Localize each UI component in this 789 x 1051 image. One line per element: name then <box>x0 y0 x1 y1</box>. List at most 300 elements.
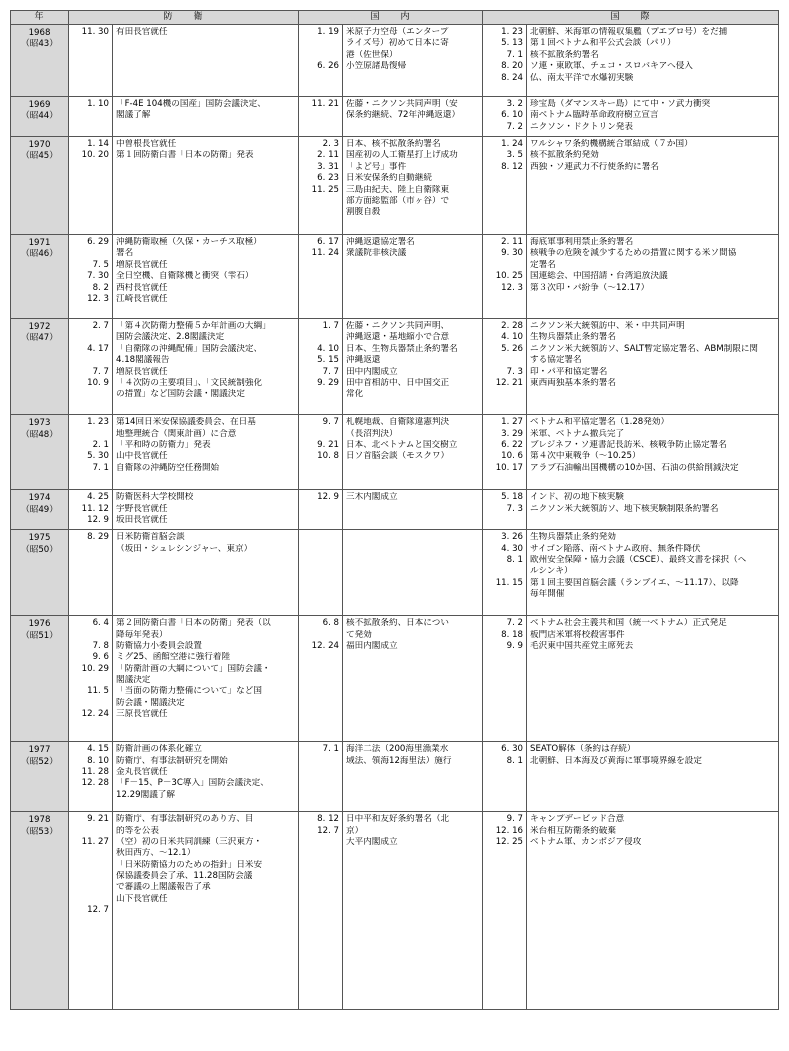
defense-date: 2. 1 <box>92 439 109 450</box>
domestic-event-text: 沖縄返還 <box>346 355 381 366</box>
defense-date <box>70 389 109 400</box>
international-event-cell <box>527 97 779 137</box>
domestic-event-text: 日本、北ベトナムと国交樹立 <box>346 439 458 450</box>
domestic-date: 9. 7 <box>322 417 340 428</box>
domestic-date: 11. 24 <box>311 248 340 259</box>
table-row <box>11 415 779 490</box>
defense-event-cell <box>113 742 299 812</box>
domestic-date: 6. 26 <box>317 61 340 72</box>
defense-date: 11. 28 <box>81 766 109 777</box>
domestic-date: 12. 24 <box>311 640 340 651</box>
defense-date: 11. 12 <box>81 503 109 514</box>
era-label: （昭52） <box>21 756 58 767</box>
domestic-event-text: 田中内閣成立 <box>346 366 398 377</box>
table-row <box>11 137 779 235</box>
defense-date <box>70 848 109 859</box>
defense-event-text: 山中長官就任 <box>116 451 168 462</box>
year-cell <box>11 137 69 235</box>
defense-event-text: 12.29閣議了解 <box>116 789 175 800</box>
international-date-cell <box>483 530 527 616</box>
domestic-date-cell <box>299 137 343 235</box>
defense-event-text: 「自衛隊の沖縄配備」国防会議決定、 <box>116 343 263 354</box>
international-date: 12. 3 <box>501 282 524 293</box>
defense-date <box>70 248 109 259</box>
defense-date: 8. 2 <box>92 282 109 293</box>
defense-event-text: 秋田西方、～12.1） <box>116 848 196 859</box>
international-event-cell <box>527 25 779 97</box>
domestic-event-text: 域法、領海12海里法）施行 <box>346 755 452 766</box>
international-event-text: 米軍、ベトナム撤兵完了 <box>530 428 625 439</box>
defense-date: 11. 27 <box>81 836 109 847</box>
international-event-text: 第４次中東戦争（～10.25） <box>530 451 641 462</box>
international-date: 4. 10 <box>501 332 524 343</box>
defense-event-text: 「４次防の主要項目」、「文民統制強化 <box>116 377 263 388</box>
domestic-event-text: 日本、核不拡散条約署名 <box>346 139 441 149</box>
table-row <box>11 742 779 812</box>
international-date: 7. 3 <box>506 503 524 514</box>
domestic-date: 11. 21 <box>311 99 340 109</box>
international-event-text: 南ベトナム臨時革命政府樹立宣言 <box>530 110 659 121</box>
year-cell <box>11 812 69 1010</box>
defense-date <box>70 332 109 343</box>
international-date: 10. 6 <box>501 451 524 462</box>
international-date: 7. 1 <box>506 49 524 60</box>
international-event-text: 毎年開催 <box>530 589 565 600</box>
defense-date <box>70 675 109 686</box>
defense-event-text: で審議の上閣議報告了承 <box>116 882 211 893</box>
era-label: （昭51） <box>21 630 58 641</box>
defense-date <box>70 860 109 871</box>
international-date: 1. 27 <box>501 417 524 428</box>
defense-date-cell <box>69 319 113 415</box>
year-label: 1971 <box>28 238 51 248</box>
international-date <box>484 260 523 271</box>
defense-event-text: 第１回防衛白書「日本の防衛」発表 <box>116 150 254 161</box>
defense-date: 1. 14 <box>87 139 109 149</box>
domestic-date: 6. 17 <box>317 237 340 247</box>
international-event-text: インド、初の地下核実験 <box>530 492 624 503</box>
international-event-text: 仏、南太平洋で水爆初実験 <box>530 72 634 83</box>
defense-date: 12. 28 <box>81 778 109 789</box>
international-date: 12. 21 <box>495 377 524 388</box>
defense-date: 10. 9 <box>87 377 109 388</box>
defense-date: 6. 4 <box>92 618 109 629</box>
international-date: 10. 25 <box>495 271 524 282</box>
defense-date-cell <box>69 530 113 616</box>
defense-date <box>70 401 109 412</box>
international-date: 9. 9 <box>506 640 524 651</box>
international-event-text: ニクソン米大統領訪ソ、SALT暫定協定署名、ABM制限に関 <box>530 343 759 354</box>
domestic-event-cell <box>343 616 483 742</box>
defense-event-text: 閣議決定 <box>116 675 151 686</box>
defense-date: 7. 7 <box>92 366 109 377</box>
domestic-event-text: ライズ号）初めて日本に寄 <box>346 38 449 49</box>
domestic-event-cell <box>343 137 483 235</box>
international-date: 6. 22 <box>501 439 524 450</box>
international-date: 12. 16 <box>495 825 524 836</box>
international-date: 1. 23 <box>501 27 524 37</box>
header-international: 国 際 <box>483 11 779 25</box>
year-label: 1977 <box>28 745 51 756</box>
defense-date <box>70 698 109 709</box>
domestic-date: 12. 9 <box>317 492 340 503</box>
domestic-date <box>300 332 339 343</box>
year-cell <box>11 616 69 742</box>
defense-event-cell <box>113 530 299 616</box>
defense-date: 12. 24 <box>81 709 109 720</box>
defense-event-text: 金丸長官就任 <box>116 766 168 777</box>
defense-date: 6. 29 <box>87 237 109 247</box>
domestic-event-cell <box>343 97 483 137</box>
domestic-event-text: 沖縄返還協定署名 <box>346 237 415 247</box>
year-label: 1968 <box>28 28 51 38</box>
era-label: （昭53） <box>21 826 58 837</box>
defense-date-cell <box>69 616 113 742</box>
domestic-event-text: 京） <box>346 825 364 836</box>
international-date-cell <box>483 137 527 235</box>
defense-event-cell <box>113 25 299 97</box>
international-event-text: 東西両独基本条約署名 <box>530 377 616 388</box>
table-row <box>11 616 779 742</box>
international-date: 8. 12 <box>501 161 524 172</box>
domestic-event-text: 田中首相訪中、日中国交正 <box>346 377 450 388</box>
era-label: （昭47） <box>21 333 58 344</box>
domestic-date: 12. 7 <box>317 825 340 836</box>
international-event-text: 定署名 <box>530 259 556 270</box>
year-cell <box>11 530 69 616</box>
domestic-date: 6. 23 <box>317 173 340 184</box>
defense-event-text: 沖縄防衛取極（久保・カーチス取極） <box>116 237 262 247</box>
international-date: 2. 28 <box>501 321 524 331</box>
domestic-date: 6. 8 <box>322 618 340 629</box>
defense-date-cell <box>69 812 113 1010</box>
domestic-date: 10. 8 <box>317 451 340 462</box>
international-event-text: ニクソン米大統領訪中、米・中共同声明 <box>530 321 685 331</box>
international-date: 8. 1 <box>506 554 524 565</box>
header-defense: 防 衛 <box>69 11 299 25</box>
international-date: 3. 2 <box>506 99 524 109</box>
domestic-date <box>300 50 339 61</box>
international-event-cell <box>527 616 779 742</box>
year-cell <box>11 742 69 812</box>
year-cell <box>11 415 69 490</box>
international-date <box>484 589 523 600</box>
era-label: （昭45） <box>21 151 58 162</box>
defense-event-text: 「平和時の防衛力」発表 <box>116 439 211 450</box>
international-event-text: 北朝鮮、米海軍の情報収集艦（プエブロ号）をだ捕 <box>530 27 728 37</box>
international-date-cell <box>483 25 527 97</box>
chronology-table <box>10 10 779 1010</box>
era-label: （昭43） <box>21 39 58 50</box>
defense-event-text: 日米防衛首脳会談 <box>116 532 185 543</box>
domestic-event-text: 大平内閣成立 <box>346 836 398 847</box>
international-date <box>484 566 523 577</box>
domestic-event-text: 三島由紀夫、陸上自衛隊東 <box>346 184 450 195</box>
defense-event-cell <box>113 616 299 742</box>
defense-event-text: 閣議了解 <box>116 110 151 121</box>
domestic-event-cell <box>343 742 483 812</box>
international-date: 6. 30 <box>501 744 524 755</box>
international-event-text: 印・パ平和協定署名 <box>530 366 608 377</box>
domestic-event-text: 佐藤・ニクソン共同声明（安 <box>346 99 458 109</box>
year-cell <box>11 319 69 415</box>
defense-event-text: 「防衛計画の大綱について」国防会議・ <box>116 663 271 674</box>
defense-date-cell <box>69 490 113 530</box>
defense-event-text: 防衛医科大学校開校 <box>116 492 194 503</box>
defense-date-cell <box>69 137 113 235</box>
domestic-event-text: 衆議院非核決議 <box>346 248 407 259</box>
defense-date-cell <box>69 235 113 319</box>
year-label: 1976 <box>28 619 51 630</box>
defense-event-text: 増原長官就任 <box>116 259 168 270</box>
defense-date: 5. 30 <box>87 451 109 462</box>
international-event-text: ワルシャワ条約機構統合軍結成（７か国） <box>530 139 693 149</box>
domestic-date: 1. 19 <box>317 27 340 37</box>
international-date: 1. 24 <box>501 139 524 149</box>
international-event-cell <box>527 137 779 235</box>
domestic-event-text: 常化 <box>346 389 364 400</box>
international-event-text: ベトナム和平協定署名（1.28発効） <box>530 417 670 428</box>
domestic-date <box>300 429 339 440</box>
domestic-event-cell <box>343 490 483 530</box>
defense-event-cell <box>113 490 299 530</box>
defense-event-text: 降毎年発表） <box>116 629 168 640</box>
defense-date: 10. 20 <box>81 150 109 161</box>
year-cell <box>11 235 69 319</box>
domestic-date: 7. 1 <box>322 744 340 755</box>
international-event-text: SEATO解体（条約は存続） <box>530 744 636 755</box>
domestic-date-cell <box>299 415 343 490</box>
domestic-event-cell <box>343 25 483 97</box>
defense-event-text: 「F－15、P－3C導入」国防会議決定、 <box>116 778 269 789</box>
defense-event-text: 増原長官就任 <box>116 366 168 377</box>
international-date: 5. 13 <box>501 38 524 49</box>
international-event-text: ソ連・東欧軍、チェコ・スロバキアへ侵入 <box>530 61 693 72</box>
domestic-date: 1. 7 <box>322 321 340 331</box>
international-date: 7. 2 <box>506 618 524 629</box>
defense-event-text: 「F-4E 104機の国産」国防会議決定、 <box>116 99 266 109</box>
international-event-cell <box>527 530 779 616</box>
international-date: 3. 26 <box>501 532 524 543</box>
international-event-text: 生物兵器禁止条約発効 <box>530 532 616 543</box>
domestic-event-cell <box>343 415 483 490</box>
domestic-event-cell <box>343 530 483 616</box>
international-date: 5. 18 <box>501 492 524 503</box>
international-event-text: する協定署名 <box>530 355 582 366</box>
domestic-event-text: 三木内閣成立 <box>346 492 398 503</box>
defense-event-text: （空）初の日米共同訓練（三沢東方・ <box>116 836 263 847</box>
defense-event-text: 宇野長官就任 <box>116 503 168 514</box>
defense-event-text: ミグ25、函館空港に強行着陸 <box>116 652 231 663</box>
international-date: 8. 20 <box>501 61 524 72</box>
domestic-event-text: 保条約継続、72年沖縄返還） <box>346 110 461 121</box>
domestic-date: 9. 21 <box>317 439 340 450</box>
defense-event-text: 保協議委員会了承、11.28国防会議 <box>116 871 253 882</box>
defense-event-cell <box>113 235 299 319</box>
international-date-cell <box>483 415 527 490</box>
domestic-event-text: 国産初の人工衛星打上げ成功 <box>346 150 458 161</box>
international-event-text: 欧州安全保障・協力会議（CSCE）、最終文書を採択（ヘ <box>530 554 747 565</box>
defense-event-text <box>116 401 297 412</box>
defense-date: 9. 21 <box>87 814 109 825</box>
international-date: 8. 24 <box>501 72 524 83</box>
international-event-text: ベトナム軍、カンボジア侵攻 <box>530 836 642 847</box>
international-date: 2. 11 <box>501 237 524 247</box>
defense-event-text: 「当面の防衛力整備について」など国 <box>116 686 262 697</box>
international-event-text: 核戦争の危険を減少するための措置に関する米ソ間協 <box>530 248 737 259</box>
international-event-text: 第１回ベトナム和平公式会談（パリ） <box>530 38 676 49</box>
domestic-date: 8. 12 <box>317 814 340 825</box>
international-event-text: ルシンキ） <box>530 566 573 577</box>
international-event-text: 核不拡散条約署名 <box>530 49 599 60</box>
defense-event-text: 地整理統合（関東計画）に合意 <box>116 428 237 439</box>
domestic-event-text: 米原子力空母（エンタープ <box>346 27 449 37</box>
defense-event-text: 江崎長官就任 <box>116 293 168 304</box>
defense-event-text: 国防会議決定、2.8閣議決定 <box>116 332 225 343</box>
international-date: 7. 3 <box>506 366 524 377</box>
international-event-cell <box>527 742 779 812</box>
international-event-text: 国連総会、中国招請・台湾追放決議 <box>530 271 668 282</box>
domestic-date-cell <box>299 97 343 137</box>
defense-event-text: 署名 <box>116 248 134 259</box>
international-event-text: 板門店米軍将校殺害事件 <box>530 629 625 640</box>
defense-date: 9. 6 <box>92 652 109 663</box>
international-date: 3. 29 <box>501 428 524 439</box>
defense-date: 12. 7 <box>87 905 109 916</box>
defense-event-cell <box>113 97 299 137</box>
defense-event-text: 防会議・閣議決定 <box>116 697 185 708</box>
era-label: （昭49） <box>21 504 58 515</box>
table-row <box>11 319 779 415</box>
domestic-date: 5. 15 <box>317 355 340 366</box>
domestic-date-cell <box>299 235 343 319</box>
year-label: 1973 <box>28 418 51 429</box>
header-row <box>11 11 779 25</box>
domestic-event-text: て発効 <box>346 629 372 640</box>
year-cell <box>11 490 69 530</box>
defense-event-cell <box>113 812 299 1010</box>
domestic-date <box>300 630 339 641</box>
defense-date-cell <box>69 415 113 490</box>
defense-date: 1. 23 <box>87 417 109 428</box>
domestic-date: 9. 29 <box>317 377 340 388</box>
table-body <box>11 25 779 1010</box>
international-event-cell <box>527 490 779 530</box>
era-label: （昭44） <box>21 111 58 122</box>
domestic-event-text: 割腹自殺 <box>346 207 381 218</box>
international-event-text: 北朝鮮、日本海及び黄海に軍事境界線を設定 <box>530 755 702 766</box>
domestic-event-text: 核不拡散条約、日本につい <box>346 618 449 629</box>
defense-event-text <box>116 905 297 916</box>
domestic-date: 2. 3 <box>322 139 340 149</box>
international-date: 9. 7 <box>506 814 524 825</box>
defense-date <box>70 826 109 837</box>
defense-event-text: 防衛庁、有事法制研究を開始 <box>116 755 228 766</box>
international-event-text: ブレジネフ・ソ連書記長訪米、核戦争防止協定署名 <box>530 439 727 450</box>
defense-date: 4. 15 <box>87 744 109 755</box>
defense-event-cell <box>113 415 299 490</box>
defense-event-cell <box>113 319 299 415</box>
defense-date <box>70 871 109 882</box>
header-year: 年 <box>11 11 69 25</box>
defense-date: 7. 8 <box>92 640 109 651</box>
domestic-date: 2. 11 <box>317 150 340 161</box>
international-date: 5. 26 <box>501 343 524 354</box>
international-event-text: 米台相互防衛条約破棄 <box>530 825 616 836</box>
international-date: 10. 17 <box>495 462 524 473</box>
era-label: （昭50） <box>21 544 58 555</box>
table-row <box>11 25 779 97</box>
domestic-date: 3. 31 <box>317 161 340 172</box>
defense-event-text: 防衛協力小委員会設置 <box>116 640 202 651</box>
defense-event-text: の措置」など国防会議・閣議決定 <box>116 389 245 400</box>
defense-date: 11. 30 <box>81 27 109 37</box>
international-date-cell <box>483 490 527 530</box>
international-date-cell <box>483 97 527 137</box>
era-label: （昭46） <box>21 249 58 260</box>
defense-event-text: 第14回日米安保協議委員会、在日基 <box>116 417 256 428</box>
international-date: 9. 30 <box>501 248 524 259</box>
international-date: 12. 25 <box>495 836 524 847</box>
year-cell <box>11 97 69 137</box>
table-row <box>11 490 779 530</box>
defense-date: 8. 10 <box>87 755 109 766</box>
year-label: 1972 <box>28 322 51 332</box>
defense-event-text: 的等を公表 <box>116 825 159 836</box>
domestic-date: 11. 25 <box>311 184 340 195</box>
international-event-text: 核不拡散条約発効 <box>530 150 599 161</box>
defense-event-text: 「第４次防衛力整備５か年計画の大綱」 <box>116 321 271 331</box>
international-event-cell <box>527 415 779 490</box>
defense-date-cell <box>69 25 113 97</box>
domestic-date <box>300 196 339 207</box>
defense-event-text: 防衛計画の体系化確立 <box>116 744 202 755</box>
domestic-event-text: 「よど号」事件 <box>346 161 407 172</box>
domestic-date-cell <box>299 490 343 530</box>
domestic-event-text: 小笠原諸島復帰 <box>346 61 407 72</box>
header-domestic: 国 内 <box>299 11 483 25</box>
international-date: 8. 18 <box>501 629 524 640</box>
international-event-text: ベトナム社会主義共和国（統一ベトナム）正式発足 <box>530 618 727 629</box>
international-event-text: 海底軍事利用禁止条約署名 <box>530 237 634 247</box>
domestic-event-text: 佐藤・ニクソン共同声明、 <box>346 321 450 331</box>
defense-date: 7. 1 <box>92 462 109 473</box>
year-cell <box>11 25 69 97</box>
domestic-date: 4. 10 <box>317 343 340 354</box>
domestic-event-text: 日ソ首脳会談（モスクワ） <box>346 451 450 462</box>
defense-event-text: 「日米防衛協力のための指針」日米安 <box>116 859 263 870</box>
international-date-cell <box>483 742 527 812</box>
international-event-text: アラブ石油輸出国機構の10か国、石油の供給削減決定 <box>530 462 739 473</box>
domestic-date-cell <box>299 742 343 812</box>
table-row <box>11 812 779 1010</box>
year-label: 1969 <box>28 100 51 110</box>
defense-date <box>70 882 109 893</box>
domestic-event-cell <box>343 812 483 1010</box>
international-event-text: 毛沢東中国共産党主席死去 <box>530 640 634 651</box>
international-event-text: 第３次印・パ紛争（～12.17） <box>530 282 650 293</box>
defense-date: 7. 30 <box>87 271 109 282</box>
international-event-cell <box>527 812 779 1010</box>
defense-event-text: 中曽根長官就任 <box>116 139 177 149</box>
domestic-event-text: 部方面総監部（市ヶ谷）で <box>346 195 450 206</box>
domestic-date-cell <box>299 319 343 415</box>
defense-date: 4. 25 <box>87 492 109 503</box>
international-event-text: ニクソン米大統領訪ソ、地下核実験制限条約署名 <box>530 503 719 514</box>
domestic-event-text: 沖縄返還・基地縮小で合意 <box>346 332 450 343</box>
international-event-text: サイゴン陥落、南ベトナム政府、無条件降伏 <box>530 543 701 554</box>
defense-event-text: 西村長官就任 <box>116 282 168 293</box>
